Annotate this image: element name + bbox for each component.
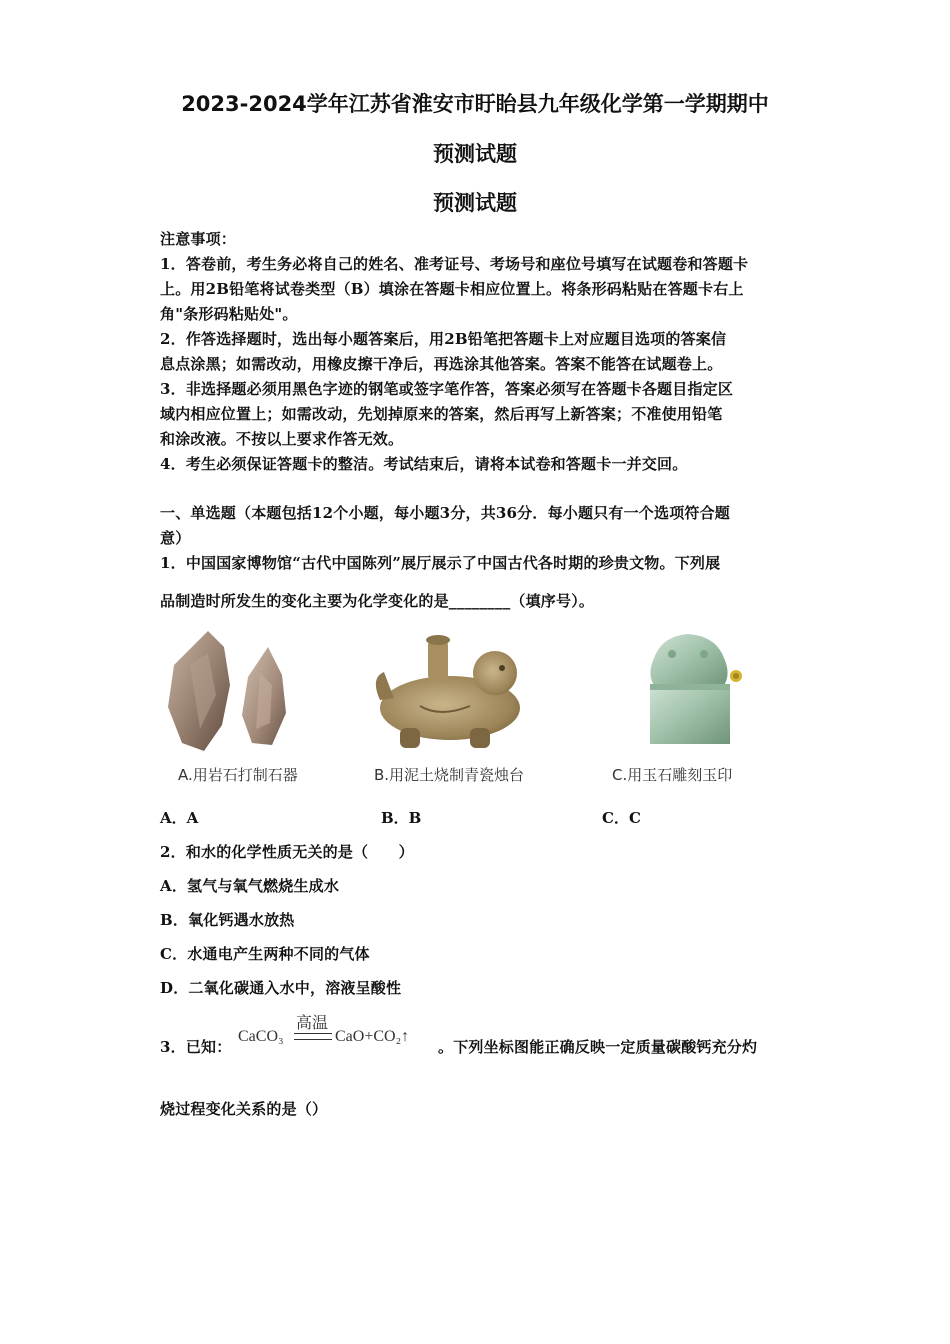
- image-caption-a: A.用岩石打制石器: [178, 766, 298, 784]
- equation-equals-sign: [294, 1033, 332, 1040]
- page-subtitle: 预测试题: [433, 142, 517, 166]
- notice-line: 域内相应位置上；如需改动，先划掉原来的答案，然后再写上新答案；不准使用铅笔: [160, 405, 723, 423]
- q2-option-b: B．氧化钙遇水放热: [160, 911, 295, 929]
- q1-option-c: C．C: [602, 809, 641, 827]
- notice-line: 3．非选择题必须用黑色字迹的钢笔或签字笔作答，答案必须写在答题卡各题目指定区: [160, 380, 734, 398]
- q3-prefix: 3．已知：: [160, 1038, 232, 1056]
- notice-line: 4．考生必须保证答题卡的整洁。考试结束后，请将本试卷和答题卡一并交回。: [160, 455, 688, 473]
- page-subtitle-repeat: 预测试题: [433, 191, 517, 215]
- page-title: 2023-2024学年江苏省淮安市盱眙县九年级化学第一学期期中: [181, 92, 769, 116]
- jade-seal-image: [632, 628, 747, 748]
- notice-heading: 注意事项：: [160, 230, 237, 248]
- notice-line: 上。用2B铅笔将试卷类型（B）填涂在答题卡相应位置上。将条形码粘贴在答题卡右上: [160, 280, 744, 298]
- q2-option-d: D．二氧化碳通入水中，溶液呈酸性: [160, 979, 402, 997]
- notice-line: 和涂改液。不按以上要求作答无效。: [160, 430, 404, 448]
- celadon-candlestick-image: [370, 628, 525, 753]
- q1-option-b: B．B: [381, 809, 422, 827]
- notice-line: 2．作答选择题时，选出每小题答案后，用2B铅笔把答题卡上对应题目选项的答案信: [160, 330, 727, 348]
- chemical-equation: [238, 1010, 438, 1058]
- q3-stem-cont: 烧过程变化关系的是（）: [160, 1100, 328, 1118]
- image-caption-b: B.用泥土烧制青瓷烛台: [374, 766, 525, 784]
- q1-stem: 1．中国国家博物馆“古代中国陈列”展厅展示了中国古代各时期的珍贵文物。下列展: [160, 554, 721, 572]
- image-caption-c: C.用玉石雕刻玉印: [612, 766, 733, 784]
- notice-line: 息点涂黑；如需改动，用橡皮擦干净后，再选涂其他答案。答案不能答在试题卷上。: [160, 355, 723, 373]
- notice-line: 1．答卷前，考生务必将自己的姓名、准考证号、考场号和座位号填写在试题卷和答题卡: [160, 255, 749, 273]
- equation-reactant: CaCO₃: [238, 1028, 284, 1045]
- equation-products: CaO+CO₂↑: [335, 1028, 410, 1045]
- q1-stem-cont: 品制造时所发生的变化主要为化学变化的是________（填序号）。: [160, 592, 595, 610]
- equation-condition: 高温: [296, 1015, 329, 1032]
- q3-stem: 。下列坐标图能正确反映一定质量碳酸钙充分灼: [438, 1038, 758, 1056]
- section-heading: 一、单选题（本题包括12个小题，每小题3分，共36分．每小题只有一个选项符合题: [160, 504, 730, 522]
- q2-option-c: C．水通电产生两种不同的气体: [160, 945, 370, 963]
- notice-line: 角"条形码粘贴处"。: [160, 305, 298, 323]
- q2-option-a: A．氢气与氧气燃烧生成水: [160, 877, 340, 895]
- section-heading-cont: 意）: [160, 529, 191, 547]
- q1-option-a: A．A: [160, 809, 199, 827]
- stone-tools-image: [160, 625, 300, 755]
- q2-stem: 2．和水的化学性质无关的是（ ）: [160, 843, 414, 861]
